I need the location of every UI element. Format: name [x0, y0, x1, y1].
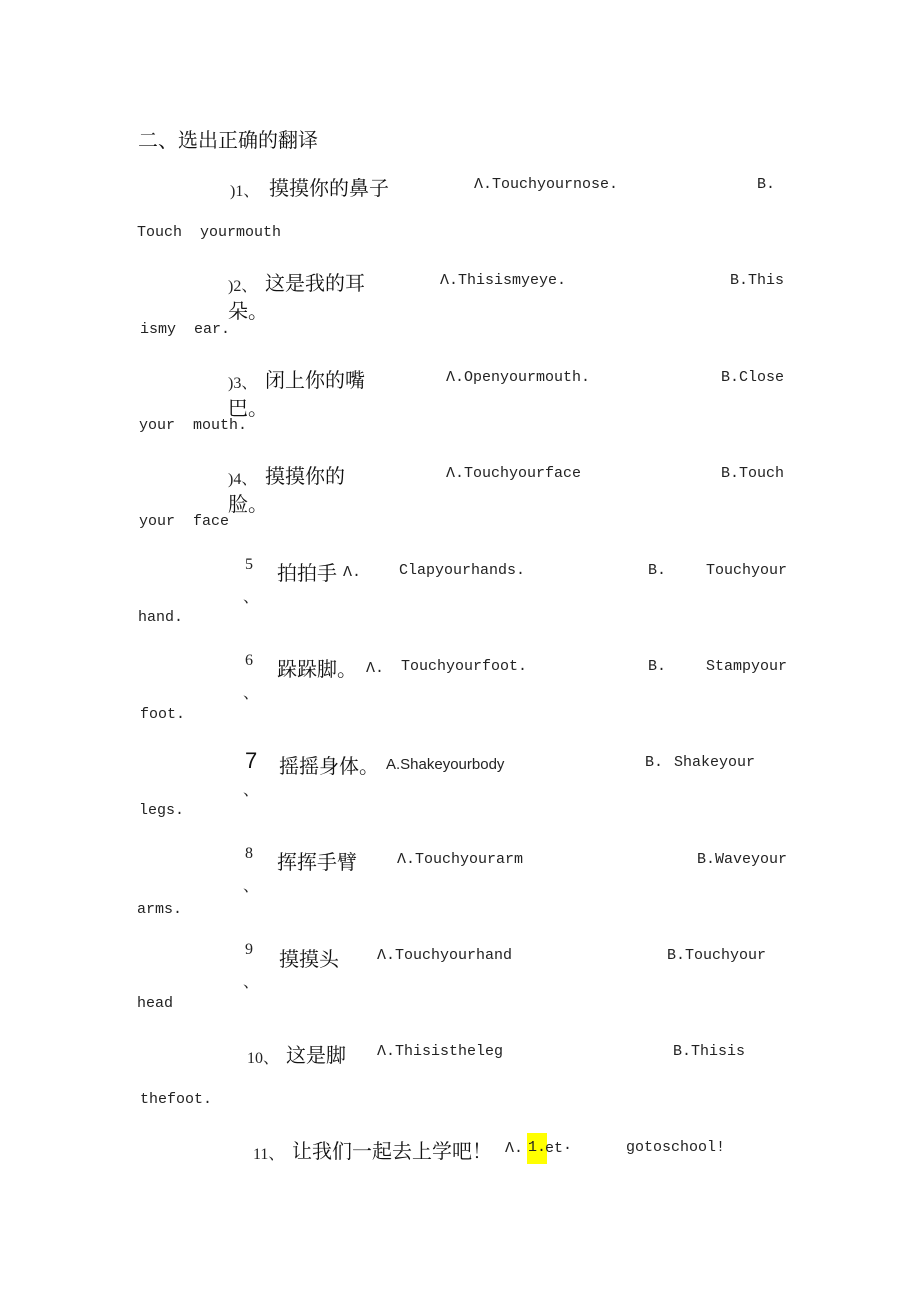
question-number: 8	[245, 845, 253, 862]
option-a: Λ.Thisismyeye.	[440, 272, 567, 289]
option-b: B.Touchyour	[667, 947, 767, 964]
question-chinese-continued: 朵。	[228, 299, 268, 323]
option-b-continued: Touch yourmouth	[137, 224, 282, 241]
question-chinese: 摸摸你的鼻子	[269, 176, 389, 200]
question-chinese-continued: 巴。	[228, 396, 268, 420]
option-b-continued: legs.	[139, 802, 185, 819]
option-b: B.Thisis	[673, 1043, 746, 1060]
question-chinese: 跺跺脚。	[277, 657, 357, 681]
question-number: )1、	[230, 183, 260, 200]
question-chinese-continued: 脸。	[228, 492, 268, 516]
option-a: et·	[545, 1140, 573, 1157]
question-number: 5	[245, 556, 253, 573]
question-chinese: 这是脚	[286, 1043, 346, 1067]
option-a: Λ.Touchyourhand	[377, 947, 513, 964]
section-title: 二、选出正确的翻译	[138, 128, 318, 152]
option-b: B.	[757, 176, 776, 193]
question-chinese: 拍拍手	[277, 561, 337, 585]
question-number: )2、	[228, 278, 258, 295]
question-number: )4、	[228, 471, 258, 488]
option-b-continued: head	[137, 995, 174, 1012]
question-number: 10、	[247, 1050, 280, 1067]
option-b: B.Waveyour	[697, 851, 788, 868]
question-chinese: 让我们一起去上学吧！	[292, 1139, 492, 1163]
option-a: Λ.Touchyourarm	[397, 851, 524, 868]
option-b-continued: foot.	[140, 706, 186, 723]
option-b-continued: ismy ear.	[140, 321, 231, 338]
option-a: A.Shakeyourbody	[386, 756, 505, 773]
option-a: Clapyourhands.	[399, 562, 526, 579]
question-separator: 、	[243, 878, 260, 895]
question-number: 6	[245, 652, 253, 669]
question-separator: 、	[243, 589, 260, 606]
option-b-continued: hand.	[138, 609, 184, 626]
option-b-continued: your face	[139, 513, 230, 530]
option-b: B.Close	[721, 369, 785, 386]
option-b-continued: thefoot.	[140, 1091, 213, 1108]
option-a: Λ.Thisistheleg	[377, 1043, 504, 1060]
option-b-continued: your mouth.	[139, 417, 248, 434]
question-separator: 、	[243, 974, 260, 991]
option-b-text: Touchyour	[706, 562, 788, 579]
question-chinese: 闭上你的嘴	[265, 368, 365, 392]
question-number: )3、	[228, 375, 258, 392]
question-chinese: 挥挥手臂	[277, 850, 357, 874]
question-chinese: 摇摇身体。	[279, 754, 379, 778]
option-a-marker: Λ.	[366, 660, 385, 677]
option-a-marker: Λ.	[343, 564, 362, 581]
question-number: 9	[245, 941, 253, 958]
option-b-text: Shakeyour	[674, 754, 756, 771]
option-b: B.This	[730, 272, 785, 289]
question-separator: 、	[243, 782, 260, 799]
question-number: 11、	[253, 1146, 285, 1163]
question-number: 7	[245, 748, 258, 773]
question-chinese: 摸摸你的	[265, 464, 345, 488]
option-a: Λ.Touchyournose.	[474, 176, 619, 193]
option-b: B.Touch	[721, 465, 785, 482]
option-a: Touchyourfoot.	[401, 658, 528, 675]
option-b: B.	[648, 658, 667, 675]
question-separator: 、	[243, 685, 260, 702]
question-chinese: 摸摸头	[279, 947, 339, 971]
option-a: Λ.Openyourmouth.	[446, 369, 591, 386]
option-b-text: Stampyour	[706, 658, 788, 675]
option-b-continued: arms.	[137, 901, 183, 918]
option-b: B.	[645, 754, 664, 771]
option-b: gotoschool!	[626, 1139, 726, 1156]
option-a-marker: Λ.	[505, 1140, 524, 1157]
option-b: B.	[648, 562, 667, 579]
question-chinese: 这是我的耳	[265, 271, 365, 295]
highlighted-text: 1.	[527, 1133, 547, 1164]
option-a: Λ.Touchyourface	[446, 465, 582, 482]
